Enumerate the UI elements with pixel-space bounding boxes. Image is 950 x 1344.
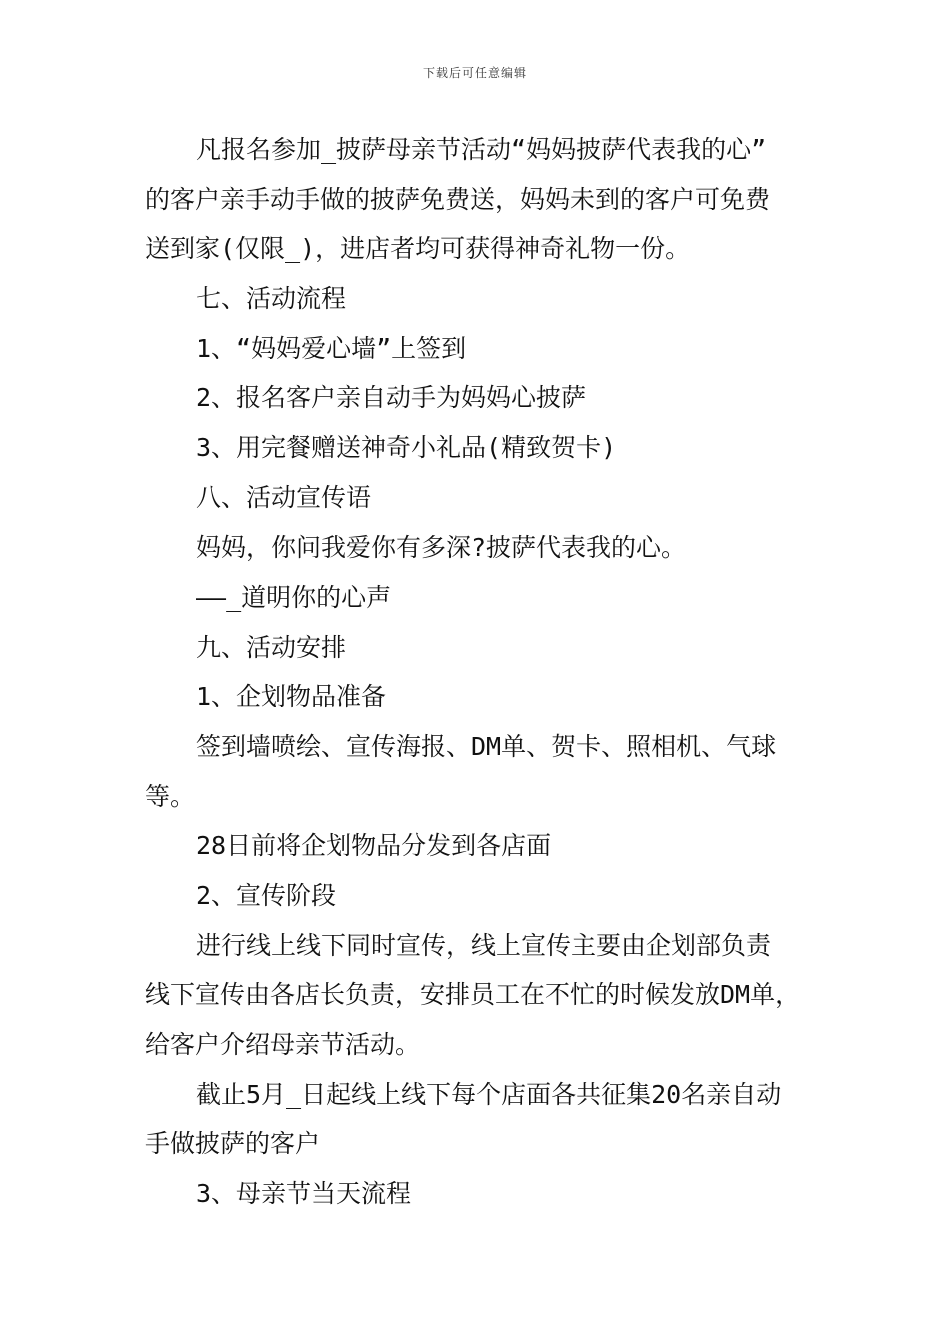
list-item: 3、用完餐赠送神奇小礼品(精致贺卡) [196,433,617,462]
section-heading: 九、活动安排 [196,633,347,662]
paragraph-line: 给客户介绍母亲节活动。 [145,1030,421,1059]
section-heading: 八、活动宣传语 [196,483,372,512]
paragraph-line: 进行线上线下同时宣传，线上宣传主要由企划部负责 [196,931,772,960]
paragraph-line: 凡报名参加_披萨母亲节活动“妈妈披萨代表我的心” [196,135,767,164]
paragraph-line: 妈妈，你问我爱你有多深?披萨代表我的心。 [196,533,687,562]
paragraph-line: 截止5月_日起线上线下每个店面各共征集20名亲自动 [196,1080,782,1109]
paragraph-line: 送到家(仅限_)，进店者均可获得神奇礼物一份。 [145,234,691,263]
list-item: 1、“妈妈爱心墙”上签到 [196,334,467,363]
page-header: 下载后可任意编辑 [422,66,527,80]
list-item: 1、企划物品准备 [196,682,387,711]
list-item: 3、母亲节当天流程 [196,1179,412,1208]
paragraph-line: 等。 [145,782,196,811]
paragraph-line: 线下宣传由各店长负责，安排员工在不忙的时候发放DM单， [145,980,801,1009]
paragraph-line: 手做披萨的客户 [145,1129,321,1158]
list-item: 2、宣传阶段 [196,881,337,910]
paragraph-line: ——_道明你的心声 [196,583,392,612]
paragraph-line: 的客户亲手动手做的披萨免费送，妈妈未到的客户可免费 [145,185,771,214]
list-item: 2、报名客户亲自动手为妈妈心披萨 [196,383,587,412]
section-heading: 七、活动流程 [196,284,347,313]
paragraph-line: 签到墙喷绘、宣传海报、DM单、贺卡、照相机、气球 [196,732,777,761]
paragraph-line: 28日前将企划物品分发到各店面 [196,831,552,860]
